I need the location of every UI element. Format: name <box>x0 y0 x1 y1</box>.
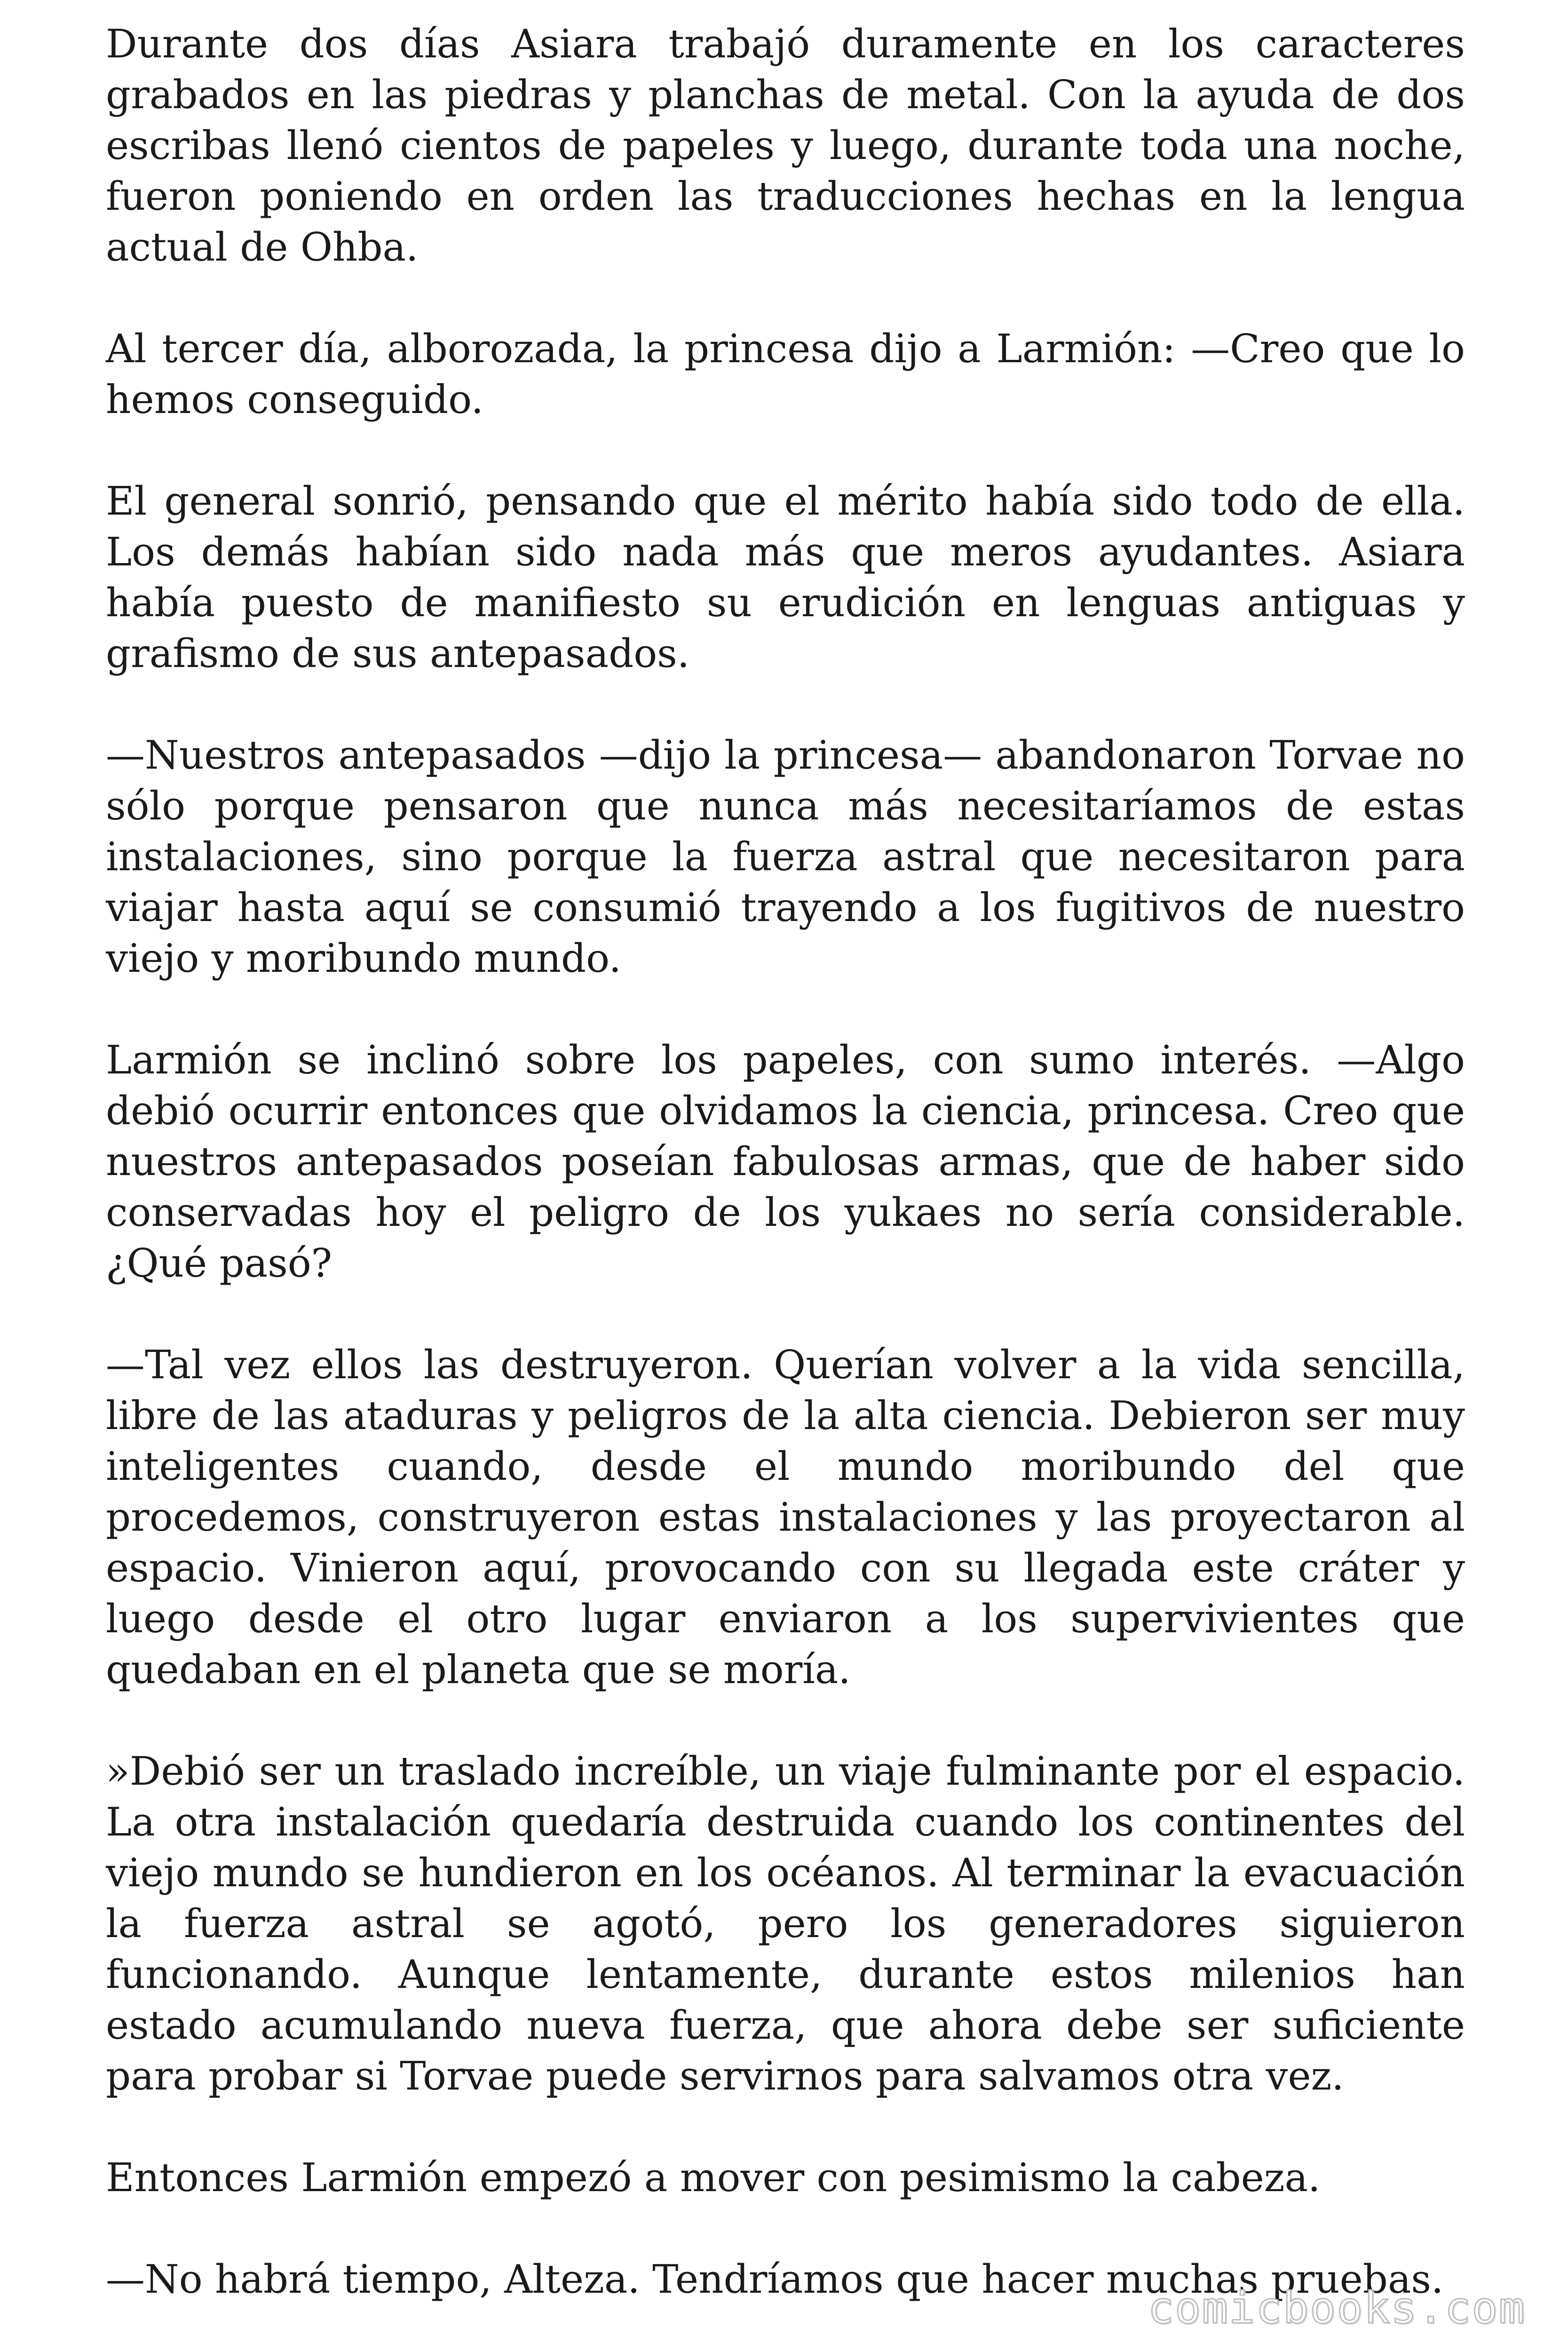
paragraph: —No habrá tiempo, Alteza. Tendríamos que hacer muchas pruebas. <box>106 2257 1444 2302</box>
paragraph: Al tercer día, alborozada, la princesa dijo a Larmión: —Creo que lo hemos conseguido. <box>106 326 1465 422</box>
paragraph: Durante dos días Asiara trabajó duramente en los caracteres grabados en las piedras y planchas de metal. Con la ayuda de dos escribas llenó cientos de papeles y luego, durante toda una noche, fueron poniendo en orden las traducciones hechas en la lengua actual de Ohba. <box>106 21 1465 270</box>
paragraph: Larmión se inclinó sobre los papeles, con sumo interés. —Algo debió ocurrir entonces que olvidamos la ciencia, princesa. Creo que nuestros antepasados poseían fabulosas armas, que de haber sido conservadas hoy el peligro de los yukaes no sería considerable. ¿Qué pasó? <box>106 1037 1465 1286</box>
paragraph: El general sonrió, pensando que el mérito había sido todo de ella. Los demás habían sido nada más que meros ayudantes. Asiara había puesto de manifiesto su erudición en lenguas antiguas y grafismo de sus antepasados. <box>106 478 1465 676</box>
book-page <box>106 19 1465 2352</box>
paragraph: Entonces Larmión empezó a mover con pesimismo la cabeza. <box>106 2155 1321 2201</box>
watermark: comicbooks.com <box>1148 2283 1526 2333</box>
paragraph: —Nuestros antepasados —dijo la princesa— abandonaron Torvae no sólo porque pensaron que nunca más necesitaríamos de estas instalaciones, sino porque la fuerza astral que necesitaron para viajar hasta aquí se consumió trayendo a los fugitivos de nuestro viejo y moribundo mundo. <box>106 732 1465 981</box>
paragraph: »Debió ser un traslado increíble, un viaje fulminante por el espacio. La otra instalación quedaría destruida cuando los continentes del viejo mundo se hundieron en los océanos. Al terminar la evacuación la fuerza astral se agotó, pero los generadores siguieron funcionando. Aunque lentamente, durante estos milenios han estado acumulando nueva fuerza, que ahora debe ser suficiente para probar si Torvae puede servirnos para salvamos otra vez. <box>106 1748 1465 2099</box>
paragraph: —Tal vez ellos las destruyeron. Querían volver a la vida sencilla, libre de las ataduras y peligros de la alta ciencia. Debieron ser muy inteligentes cuando, desde el mundo moribundo del que procedemos, construyeron estas instalaciones y las proyectaron al espacio. Vinieron aquí, provocando con su llegada este cráter y luego desde el otro lugar enviaron a los supervivientes que quedaban en el planeta que se moría. <box>106 1342 1465 1692</box>
